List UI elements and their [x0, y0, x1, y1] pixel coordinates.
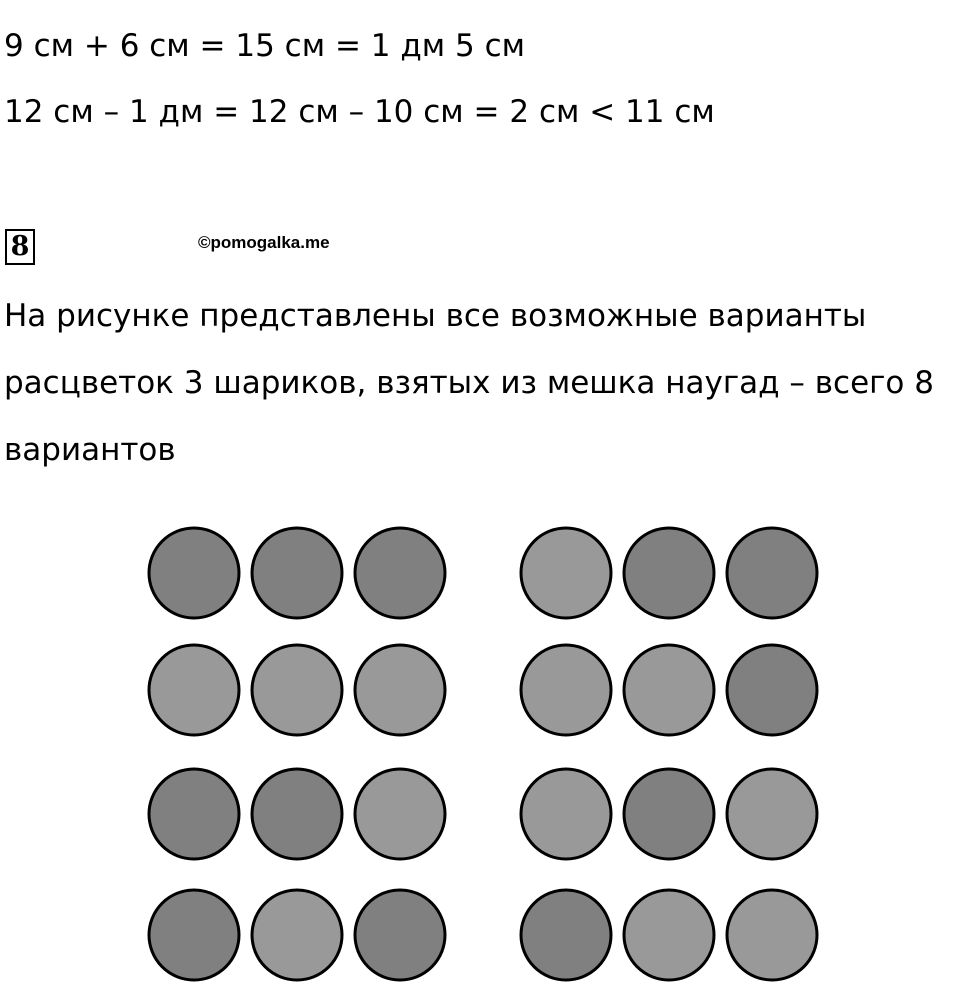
ball-dark: [521, 890, 611, 980]
ball-variant-1: [149, 528, 445, 618]
ball-dark: [252, 769, 342, 859]
ball-variant-3: [149, 645, 445, 735]
ball-light: [521, 769, 611, 859]
ball-light: [521, 528, 611, 618]
task-text-line-3: вариантов: [4, 432, 176, 468]
ball-dark: [727, 645, 817, 735]
ball-dark: [624, 769, 714, 859]
ball-light: [727, 769, 817, 859]
task-text-line-2: расцветок 3 шариков, взятых из мешка наугад – всего 8: [4, 365, 934, 401]
equation-1: 9 см + 6 см = 15 см = 1 дм 5 см: [4, 28, 526, 64]
task-number-badge: 8: [5, 229, 35, 265]
ball-light: [521, 645, 611, 735]
ball-light: [624, 890, 714, 980]
ball-variant-6: [521, 769, 817, 859]
ball-light: [624, 645, 714, 735]
ball-variant-7: [149, 890, 445, 980]
equation-2: 12 см – 1 дм = 12 см – 10 см = 2 см < 11 см: [4, 94, 715, 130]
ball-dark: [149, 890, 239, 980]
ball-dark: [624, 528, 714, 618]
ball-dark: [149, 528, 239, 618]
ball-dark: [149, 769, 239, 859]
ball-dark: [727, 528, 817, 618]
ball-light: [149, 645, 239, 735]
ball-variant-4: [521, 645, 817, 735]
ball-light: [252, 645, 342, 735]
ball-light: [355, 769, 445, 859]
ball-dark: [355, 528, 445, 618]
ball-light: [727, 890, 817, 980]
ball-light: [355, 645, 445, 735]
ball-variant-5: [149, 769, 445, 859]
ball-dark: [355, 890, 445, 980]
watermark: ©pomogalka.me: [198, 233, 330, 252]
ball-light: [252, 890, 342, 980]
ball-variant-2: [521, 528, 817, 618]
ball-dark: [252, 528, 342, 618]
task-text-line-1: На рисунке представлены все возможные варианты: [4, 298, 867, 334]
ball-variant-8: [521, 890, 817, 980]
